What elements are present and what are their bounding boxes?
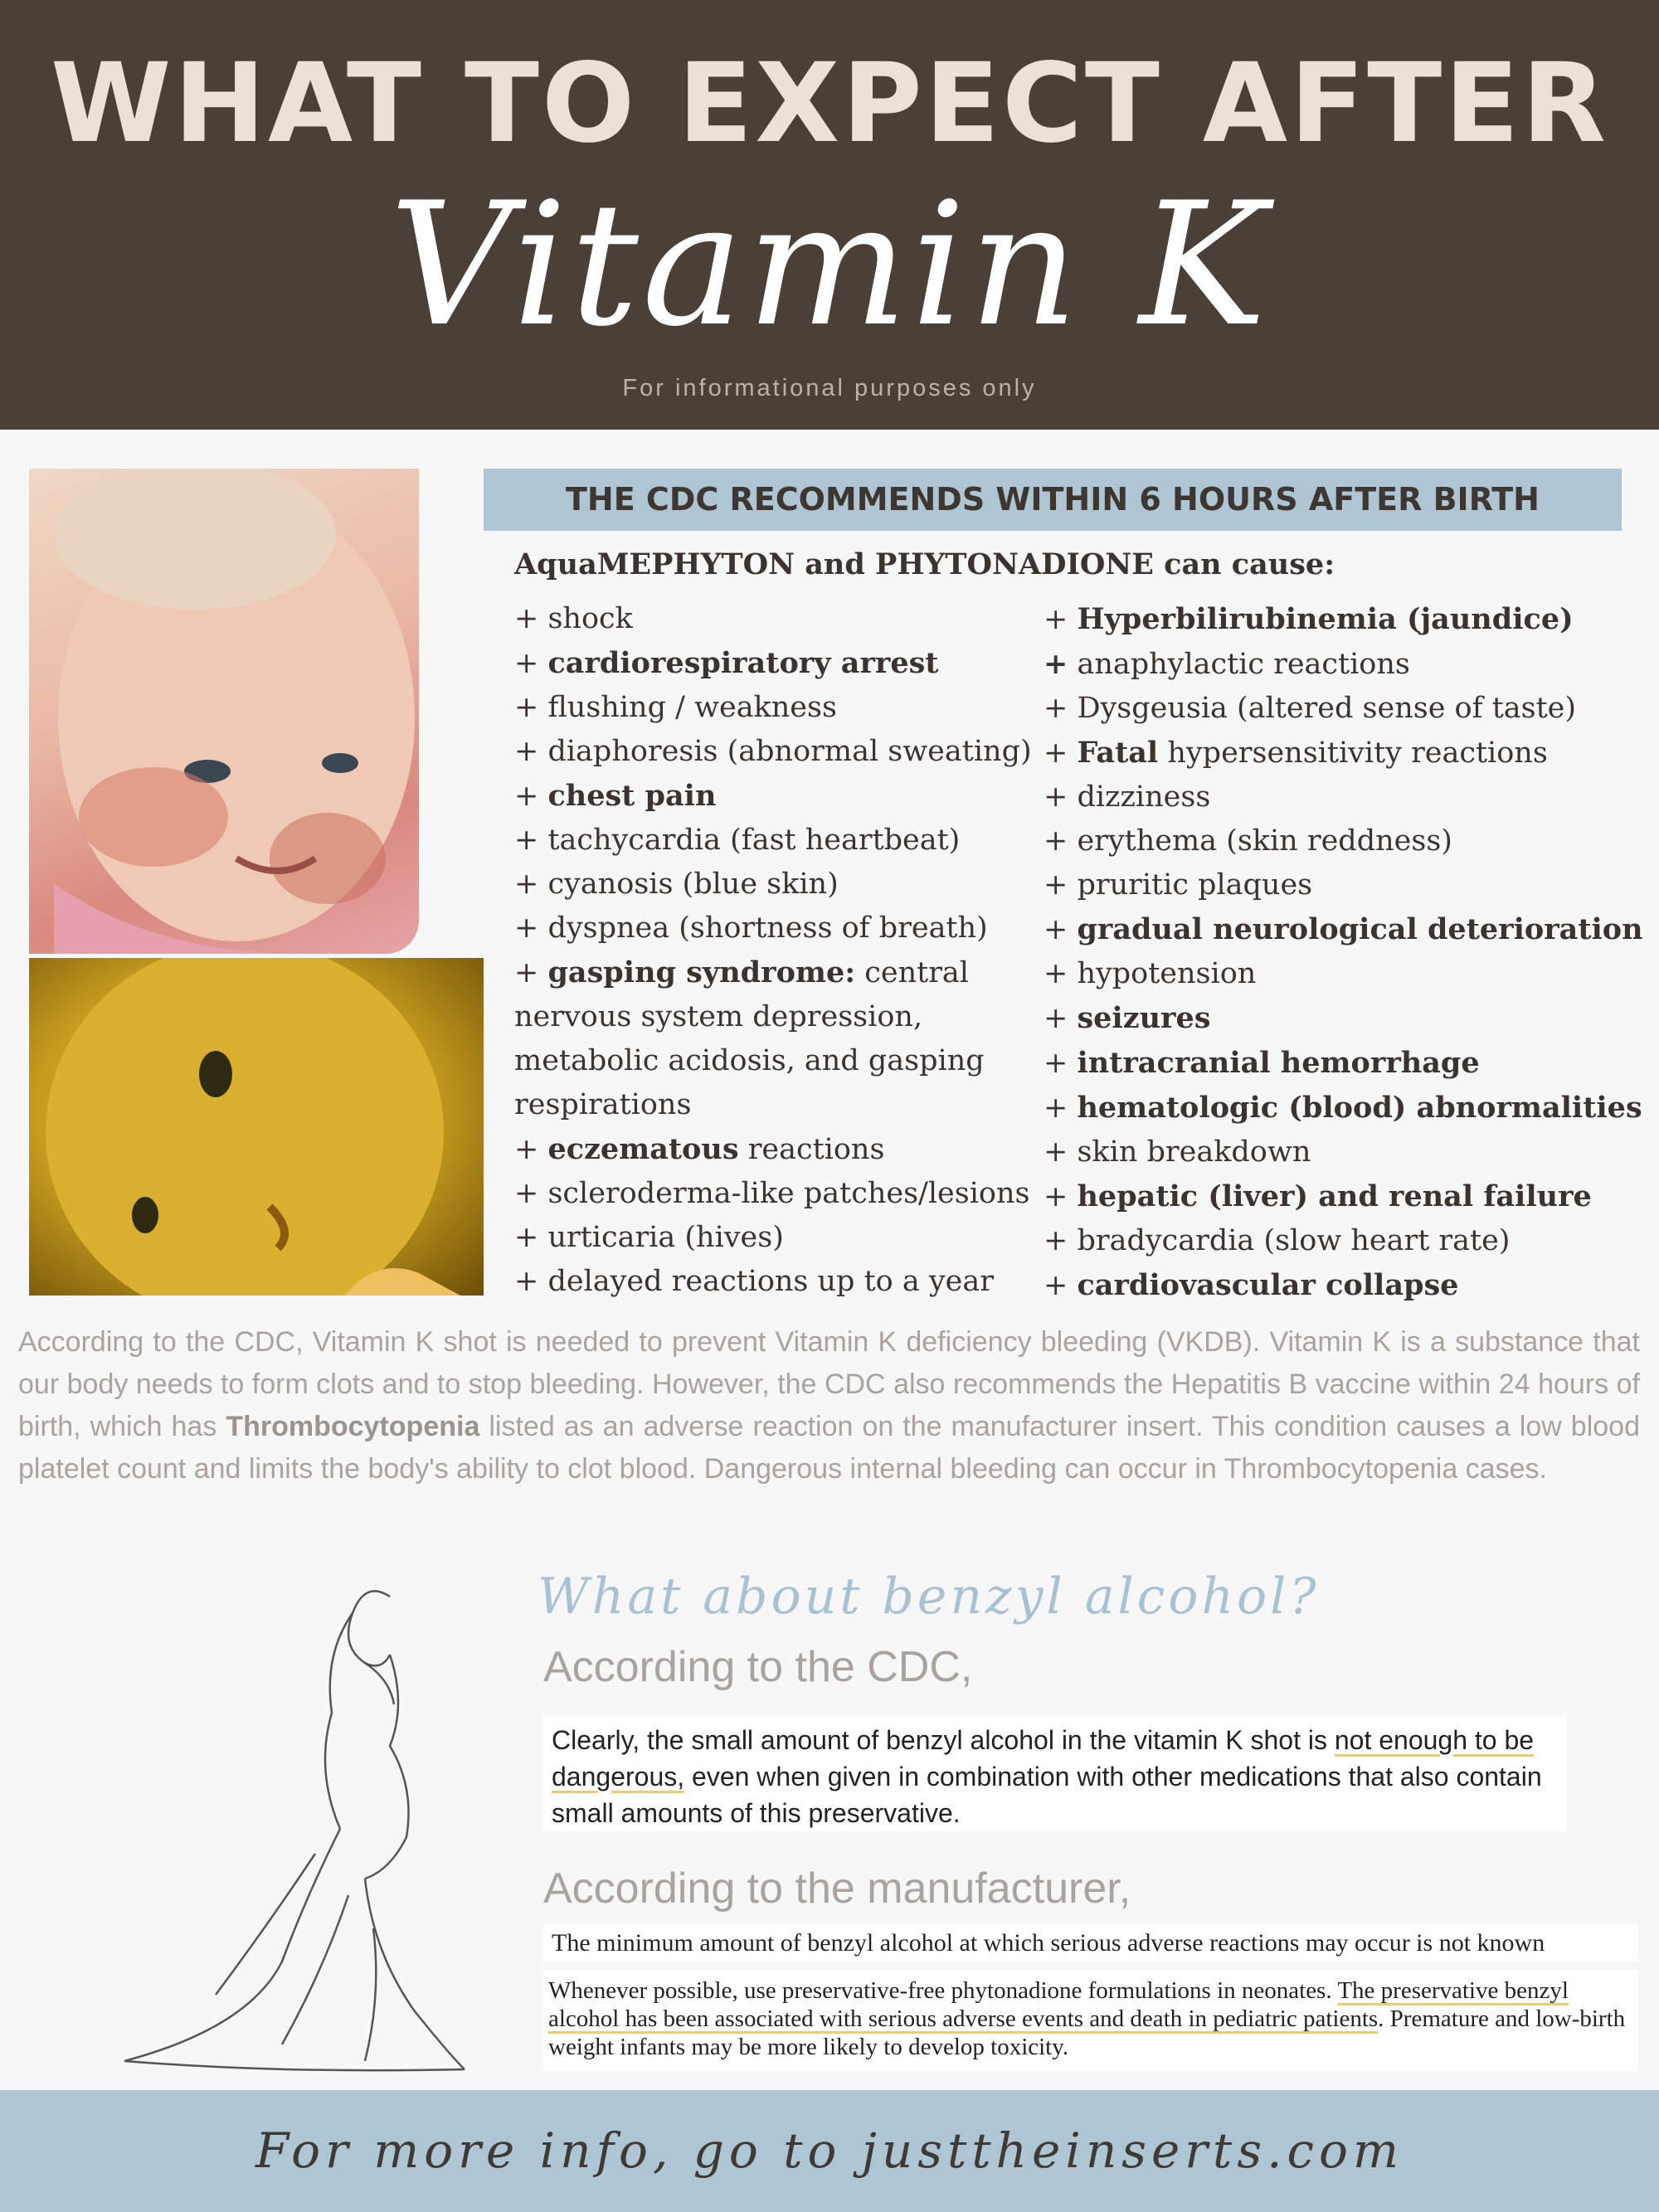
side-effects-list-right [1044, 597, 1641, 1308]
list-item: + hypotension [1044, 957, 1257, 990]
list-item: + eczematous reactions [514, 1132, 885, 1166]
benzyl-alcohol-heading: What about benzyl alcohol? [538, 1568, 1320, 1626]
page-title: WHAT TO EXPECT AFTER [50, 40, 1609, 168]
pregnant-woman-illustration [116, 1580, 481, 2078]
list-item: + delayed reactions up to a year [514, 1265, 994, 1298]
baby-rash-photo [29, 469, 419, 954]
list-item: + seizures [1044, 1001, 1211, 1035]
list-item: + shock [514, 602, 633, 635]
header-banner [0, 0, 1659, 430]
footer-more-info-link[interactable]: For more info, go to justtheinserts.com [255, 2122, 1404, 2179]
list-item: + Fatal hypersensitivity reactions [1044, 736, 1548, 770]
list-item: + hepatic (liver) and renal failure [1044, 1179, 1592, 1213]
list-item: + dizziness [1044, 780, 1211, 814]
list-item: + Hyperbilirubinemia (jaundice) [1044, 602, 1574, 636]
manufacturer-quote-1: The minimum amount of benzyl alcohol at which serious adverse reactions may occur is not known [543, 1924, 1638, 1962]
list-item: + cardiorespiratory arrest [514, 646, 939, 680]
list-item: + chest pain [514, 779, 717, 813]
disclaimer-subtitle: For informational purposes only [622, 375, 1037, 401]
list-item: + diaphoresis (abnormal sweating) [514, 735, 1032, 768]
list-item: + intracranial hemorrhage [1044, 1046, 1480, 1080]
list-item: + urticaria (hives) [514, 1221, 784, 1254]
list-item: + anaphylactic reactions [1044, 647, 1410, 681]
page-title-script: Vitamin K [389, 167, 1270, 364]
side-effects-list-left [514, 597, 1032, 1304]
list-item: + cardiovascular collapse [1044, 1268, 1459, 1302]
list-item: + dyspnea (shortness of breath) [514, 912, 988, 945]
manufacturer-label: According to the manufacturer, [543, 1864, 1131, 1913]
list-item: + tachycardia (fast heartbeat) [514, 824, 961, 857]
baby-jaundice-photo [29, 958, 484, 1296]
side-effects-heading: AquaMEPHYTON and PHYTONADIONE can cause: [514, 547, 1335, 581]
list-item: + scleroderma-like patches/lesions [514, 1177, 1030, 1210]
list-item: + pruritic plaques [1044, 868, 1313, 902]
vkdb-explanation-paragraph: According to the CDC, Vitamin K shot is needed to prevent Vitamin K deficiency bleeding (VKDB). Vitamin K is a substance that our body needs to form clots and to stop bleeding. However, the CDC also recommends the Hepatitis B vaccine within 24 hours of birth, which has Thrombocytopenia listed as an adverse reaction on the manufacturer insert. This condition causes a low blood platelet count and limits the body's ability to clot blood. Dangerous internal bleeding can occur in Thrombocytopenia cases. [18, 1326, 1640, 1485]
manufacturer-quote-2: Whenever possible, use preservative-free phytonadione formulations in neonates. The preservative benzyl alcohol has been associated with serious adverse events and death in pediatric patients. Premature and low-birth weight infants may be more likely to develop toxicity. [543, 1970, 1638, 2071]
list-item: + gasping syndrome: central nervous system depression, metabolic acidosis, and gasping respirations [514, 955, 985, 1121]
list-item: + bradycardia (slow heart rate) [1044, 1224, 1511, 1257]
list-item: + flushing / weakness [514, 691, 837, 724]
list-item: + cyanosis (blue skin) [514, 868, 839, 901]
list-item: + hematologic (blood) abnormalities [1044, 1091, 1642, 1125]
list-item: + Dysgeusia (altered sense of taste) [1044, 692, 1577, 725]
cdc-quote: Clearly, the small amount of benzyl alcohol in the vitamin K shot is not enough to be dangerous, even when given in combination with other medications that also contain small amounts of this preservative. [543, 1715, 1567, 1831]
cdc-recommendation-banner: THE CDC RECOMMENDS WITHIN 6 HOURS AFTER BIRTH [484, 469, 1622, 531]
footer-banner [0, 2090, 1659, 2212]
list-item: + erythema (skin reddness) [1044, 824, 1452, 858]
list-item: + gradual neurological deterioration [1044, 912, 1643, 946]
cdc-label: According to the CDC, [543, 1643, 973, 1691]
list-item: + skin breakdown [1044, 1135, 1311, 1169]
